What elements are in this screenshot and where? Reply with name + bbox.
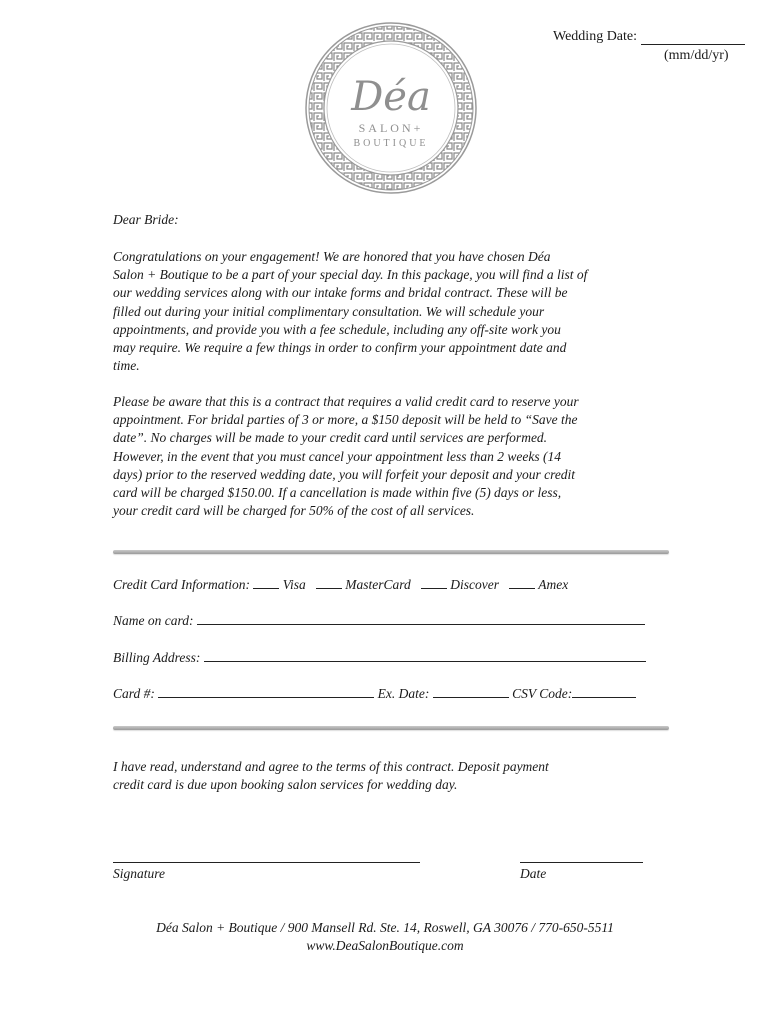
csv-code-field[interactable] <box>572 684 636 698</box>
date-line[interactable] <box>520 862 643 863</box>
policy-paragraph-text: Please be aware that this is a contract that requires a valid credit card to reserve your appointment. For bridal parties of 3 or more, a $150 deposit will be held to “Save the date”. No charges will be made to your credit card until services are performed. However, in the event that you must cancel your appointment less than 2 weeks (14 days) prior to the reserved wedding date, you will forfeit your deposit and your credit card will be charged $150.00. If a cancellation is made within five (5) days or less, your credit card will be charged for 50% of the cost of all services. <box>113 394 579 519</box>
expiry-date-label: Ex. Date: <box>377 686 430 701</box>
divider-bottom <box>113 726 669 730</box>
policy-paragraph <box>113 393 673 520</box>
card-type-row <box>113 575 568 593</box>
card-type-mastercard: MasterCard <box>345 577 411 592</box>
intro-paragraph <box>113 248 673 375</box>
footer-website[interactable]: www.DeaSalonBoutique.com <box>306 938 464 953</box>
expiry-date-field[interactable] <box>433 684 509 698</box>
billing-address-label: Billing Address: <box>113 650 201 665</box>
greeting <box>113 211 673 229</box>
card-type-visa: Visa <box>282 577 306 592</box>
greeting-text: Dear Bride: <box>113 212 179 227</box>
billing-address-field[interactable] <box>204 648 646 662</box>
card-number-field[interactable] <box>158 684 374 698</box>
card-number-label: Card #: <box>113 686 155 701</box>
mastercard-checkbox-blank[interactable] <box>316 575 342 589</box>
discover-checkbox-blank[interactable] <box>421 575 447 589</box>
card-number-row <box>113 684 636 702</box>
footer-address: Déa Salon + Boutique / 900 Mansell Rd. Ste. 14, Roswell, GA 30076 / 770-650-5511 <box>156 920 614 935</box>
wedding-date-blank[interactable] <box>641 30 745 45</box>
card-type-amex: Amex <box>538 577 569 592</box>
logo-script-text: Déa <box>351 74 431 120</box>
name-on-card-row <box>113 611 645 629</box>
logo-salon-text: SALON+ <box>358 121 424 135</box>
logo-boutique-text: BOUTIQUE <box>353 138 429 149</box>
wedding-date-field <box>553 29 745 45</box>
amex-checkbox-blank[interactable] <box>509 575 535 589</box>
name-on-card-label: Name on card: <box>113 613 194 628</box>
billing-address-row <box>113 648 646 666</box>
agreement-text: I have read, understand and agree to the terms of this contract. Deposit payment credit card is due upon booking salon services for wedding day. <box>113 759 549 793</box>
intro-paragraph-text: Congratulations on your engagement! We are honored that you have chosen Déa Salon + Boutique to be a part of your special day. In this package, you will find a list of our wedding services along with our intake forms and bridal contract. These will be filled out during your initial complimentary consultation. We will schedule your appointments, and provide you with a fee schedule, including any off-site work you may require. We require a few things in order to confirm your appointment date and time. <box>113 249 588 374</box>
name-on-card-field[interactable] <box>197 611 645 625</box>
date-label: Date <box>520 866 547 881</box>
wedding-date-label: Wedding Date: <box>553 29 638 44</box>
signature-label: Signature <box>113 866 165 881</box>
agreement-statement <box>113 758 673 794</box>
card-type-discover: Discover <box>450 577 500 592</box>
date-format-hint: (mm/dd/yr) <box>664 48 729 63</box>
card-info-label: Credit Card Information: <box>113 577 251 592</box>
csv-code-label: CSV Code: <box>512 686 573 701</box>
salon-logo <box>303 22 479 194</box>
visa-checkbox-blank[interactable] <box>253 575 279 589</box>
signature-line[interactable] <box>113 862 420 863</box>
divider-top <box>113 550 669 554</box>
